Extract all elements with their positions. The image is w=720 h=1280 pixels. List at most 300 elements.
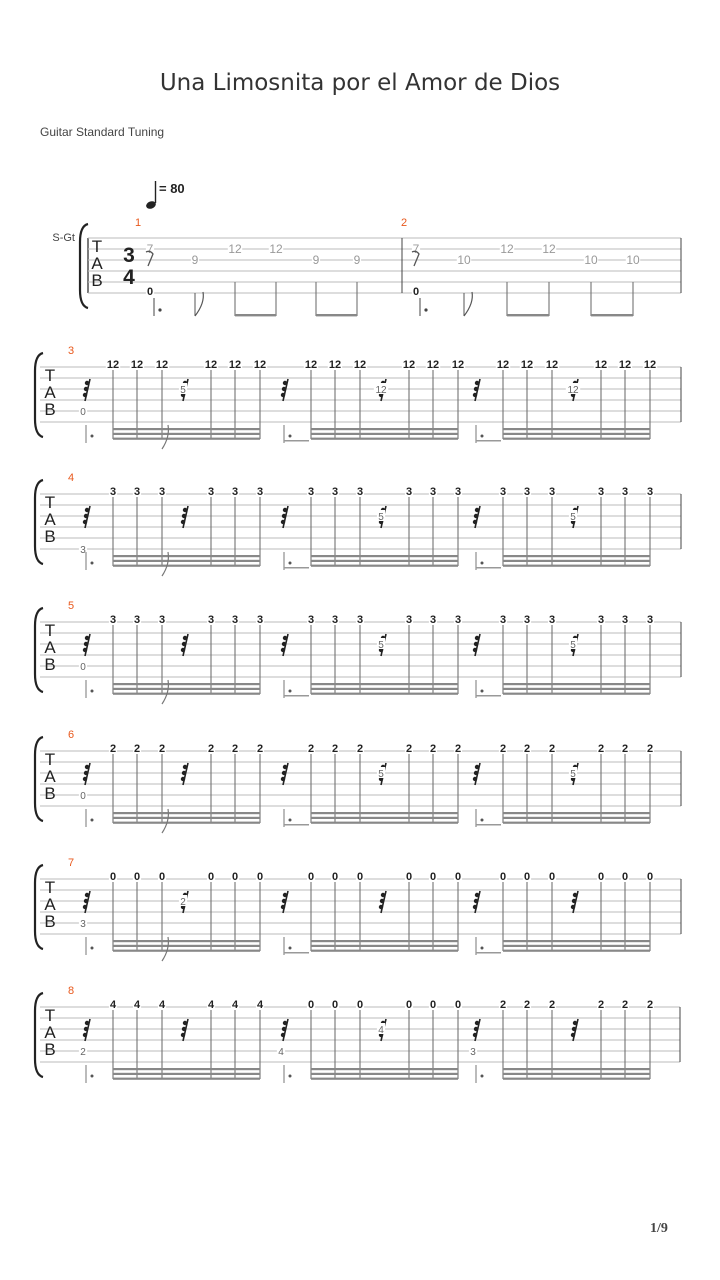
- measure-3-beat-1-beam-1: [113, 428, 260, 430]
- measure-3-beat-2-bass-beam: [284, 440, 309, 442]
- measure-8-beat-2-top-fret-3: 0: [356, 999, 364, 1011]
- measure-3-beat-1-top-fret-6: 12: [253, 359, 267, 371]
- measure-7-beat-1-rest-a-dot-1: [85, 893, 89, 897]
- measure-3-beat-2-top-fret-4: 12: [402, 359, 416, 371]
- measure-6-beat-2-beam-2: [311, 817, 458, 819]
- measure-8-beat-1-rest-a-dot-3: [83, 1033, 87, 1037]
- measure-3-beat-2-rest-a-dot-2: [282, 387, 286, 391]
- measure-3-tab-letter-B: B: [44, 400, 56, 419]
- measure-2-beam-0: [507, 314, 549, 316]
- measure-3-beat-1-top-fret-5: 12: [228, 359, 242, 371]
- measure-6-beat-1-top-fret-4: 2: [207, 743, 215, 755]
- measure-2-dot: [424, 308, 427, 311]
- measure-8-beat-3-top-fret-6: 2: [646, 999, 654, 1011]
- measure-number-6: 6: [67, 729, 75, 741]
- measure-3-beat-2-top-fret-2: 12: [328, 359, 342, 371]
- measure-6-beat-2-rest-a-dot-1: [283, 765, 287, 769]
- measure-3-beat-1-rest-a-dot-3: [83, 393, 87, 397]
- measure-3-beat-3-top-fret-6: 12: [643, 359, 657, 371]
- measure-7-beat-1-bass-fret: 3: [80, 919, 86, 930]
- measure-5-beat-3-beam-3: [503, 693, 650, 695]
- measure-4-beat-2-top-fret-2: 3: [331, 486, 339, 498]
- measure-5-beat-3-top-fret-2: 3: [523, 614, 531, 626]
- measure-7-beat-3-top-fret-2: 0: [523, 871, 531, 883]
- measure-7-beat-2-rest-b-dot-2: [380, 899, 384, 903]
- measure-5-beat-3-rest-a-dot-3: [473, 648, 477, 652]
- measure-6-beat-2-bass-beam: [284, 824, 309, 826]
- measure-4-beat-3-top-fret-2: 3: [523, 486, 531, 498]
- measure-2-note-3: 12: [500, 242, 514, 256]
- measure-7-beat-1-top-fret-4: 0: [207, 871, 215, 883]
- measure-5-beat-1-beam-2: [113, 688, 260, 690]
- measure-3-beat-1-rest-a-dot-2: [84, 387, 88, 391]
- score-title: Una Limosnita por el Amor de Dios: [159, 70, 561, 96]
- measure-2-note-2: 10: [457, 253, 471, 267]
- measure-1-dot: [158, 308, 161, 311]
- measure-number-8: 8: [67, 985, 75, 997]
- measure-5-beat-2-bass-beam: [284, 695, 309, 697]
- measure-2-bass-fret: 0: [412, 286, 420, 298]
- measure-4-beat-1-rest-a-dot-1: [85, 508, 89, 512]
- measure-7-tab-letter-B: B: [44, 912, 56, 931]
- measure-6-beat-2-beam-3: [311, 822, 458, 824]
- measure-6-beat-3-beam-2: [503, 817, 650, 819]
- measure-8-beat-1-top-fret-6: 4: [256, 999, 264, 1011]
- measure-8-beat-1-rest-b-dot-1: [183, 1021, 187, 1025]
- tuning-label: Guitar Standard Tuning: [40, 125, 165, 139]
- measure-4-beat-2-top-fret-6: 3: [454, 486, 462, 498]
- measure-3-beat-3-beam-3: [503, 438, 650, 440]
- measure-8-beat-3-beam-2: [503, 1073, 650, 1075]
- measure-7-beat-3-top-fret-4: 0: [597, 871, 605, 883]
- measure-8-beat-2-bass-dot: [289, 1075, 292, 1078]
- measure-7-beat-3-beam-3: [503, 950, 650, 952]
- measure-7-beat-1-top-fret-6: 0: [256, 871, 264, 883]
- measure-5-beat-2-top-fret-1: 3: [307, 614, 315, 626]
- measure-6-beat-1-bass-fret: 0: [80, 791, 86, 802]
- measure-2-note-1: 7: [412, 242, 420, 256]
- measure-5-beat-1-top-fret-4: 3: [207, 614, 215, 626]
- measure-4-beat-1-top-fret-1: 3: [109, 486, 117, 498]
- measure-7-beat-3-bass-beam: [476, 952, 501, 954]
- measure-5-beat-3-top-fret-1: 3: [499, 614, 507, 626]
- measure-8-beat-3-rest-a-dot-1: [475, 1021, 479, 1025]
- measure-6-beat-2-top-fret-6: 2: [454, 743, 462, 755]
- system-brace-icon-7: [35, 993, 43, 1077]
- measure-3-tab-letter-A: A: [44, 383, 56, 402]
- measure-7-beat-1-bass-dot: [91, 947, 94, 950]
- measure-3-beat-2-top-fret-5: 12: [426, 359, 440, 371]
- measure-6-beat-3-inner-fret: 5: [570, 769, 576, 780]
- measure-3-beat-3-top-fret-3: 12: [545, 359, 559, 371]
- measure-1-note-6: 9: [353, 253, 361, 267]
- measure-6-beat-2-rest-a-dot-3: [281, 777, 285, 781]
- measure-3-beat-1-beam-2: [113, 433, 260, 435]
- tempo-marking: = 80: [159, 181, 185, 196]
- measure-3-beat-1-top-fret-1: 12: [106, 359, 120, 371]
- measure-4-tab-letter-B: B: [44, 527, 56, 546]
- measure-3-beat-1-beam-3: [113, 438, 260, 440]
- measure-6-beat-2-inner-fret: 5: [378, 769, 384, 780]
- measure-5-beat-1-beam-1: [113, 683, 260, 685]
- measure-8-beat-3-bass-fret: 3: [470, 1047, 476, 1058]
- measure-8-beat-1-rest-a-dot-2: [84, 1027, 88, 1031]
- measure-8-beat-3-top-fret-1: 2: [499, 999, 507, 1011]
- measure-4-beat-2-rest-a-dot-1: [283, 508, 287, 512]
- measure-7-tab-letter-T: T: [44, 878, 56, 897]
- measure-1-note-3: 12: [228, 242, 242, 256]
- measure-5-beat-2-rest-a-dot-2: [282, 642, 286, 646]
- measure-6-beat-1-rest-a-dot-3: [83, 777, 87, 781]
- measure-4-tab-letter-T: T: [44, 493, 56, 512]
- measure-3-beat-3-top-fret-1: 12: [496, 359, 510, 371]
- measure-5-tab-letter-B: B: [44, 655, 56, 674]
- measure-3-beat-2-top-fret-3: 12: [353, 359, 367, 371]
- measure-2-note-5: 10: [584, 253, 598, 267]
- measure-4-beat-2-bass-beam: [284, 567, 309, 569]
- measure-8-beat-3-bass-dot: [481, 1075, 484, 1078]
- track-label: S-Gt: [52, 232, 75, 244]
- measure-5-beat-3-inner-fret: 5: [570, 640, 576, 651]
- measure-7-beat-2-top-fret-6: 0: [454, 871, 462, 883]
- system-1-tab-letter-B: B: [91, 271, 103, 290]
- measure-7-beat-1-top-fret-5: 0: [231, 871, 239, 883]
- measure-7-beat-3-rest-b-dot-3: [571, 905, 575, 909]
- measure-5-beat-1-bass-dot: [91, 690, 94, 693]
- measure-7-beat-3-top-fret-5: 0: [621, 871, 629, 883]
- measure-5-beat-2-beam-3: [311, 693, 458, 695]
- measure-7-beat-3-top-fret-3: 0: [548, 871, 556, 883]
- measure-8-beat-2-rest-a-dot-3: [281, 1033, 285, 1037]
- measure-7-beat-3-beam-1: [503, 940, 650, 942]
- measure-5-beat-2-beam-2: [311, 688, 458, 690]
- measure-4-beat-1-bass-fret: 3: [80, 545, 86, 556]
- measure-5-beat-1-rest-b-dot-2: [182, 642, 186, 646]
- measure-7-beat-1-beam-2: [113, 945, 260, 947]
- measure-3-beat-2-bass-dot: [289, 435, 292, 438]
- measure-5-beat-3-top-fret-4: 3: [597, 614, 605, 626]
- measure-4-beat-1-top-fret-3: 3: [158, 486, 166, 498]
- measure-3-beat-2-beam-3: [311, 438, 458, 440]
- measure-8-beat-1-top-fret-5: 4: [231, 999, 239, 1011]
- measure-6-beat-2-top-fret-2: 2: [331, 743, 339, 755]
- measure-6-beat-3-beam-3: [503, 822, 650, 824]
- measure-4-beat-2-rest-a-dot-2: [282, 514, 286, 518]
- measure-3-beat-2-top-fret-1: 12: [304, 359, 318, 371]
- system-brace-icon-4: [35, 608, 43, 692]
- measure-6-beat-3-top-fret-5: 2: [621, 743, 629, 755]
- measure-6-beat-1-top-fret-5: 2: [231, 743, 239, 755]
- measure-5-beat-1-rest-b-dot-1: [183, 636, 187, 640]
- measure-number-1: 1: [134, 217, 142, 229]
- measure-8-beat-2-top-fret-5: 0: [429, 999, 437, 1011]
- system-brace-icon-3: [35, 480, 43, 564]
- measure-4-beat-2-top-fret-3: 3: [356, 486, 364, 498]
- measure-4-beat-3-top-fret-5: 3: [621, 486, 629, 498]
- measure-1-flag: [195, 292, 203, 316]
- measure-6-beat-2-top-fret-4: 2: [405, 743, 413, 755]
- measure-4-beat-3-top-fret-3: 3: [548, 486, 556, 498]
- measure-7-beat-1-top-fret-3: 0: [158, 871, 166, 883]
- measure-5-beat-2-bass-dot: [289, 690, 292, 693]
- measure-8-beat-2-beam-3: [311, 1078, 458, 1080]
- measure-5-beat-1-rest-a-dot-3: [83, 648, 87, 652]
- measure-6-beat-3-rest-a-dot-2: [474, 771, 478, 775]
- measure-5-beat-3-bass-dot: [481, 690, 484, 693]
- measure-7-beat-1-rest-a-dot-3: [83, 905, 87, 909]
- measure-7-beat-2-rest-a-dot-1: [283, 893, 287, 897]
- measure-6-beat-1-beam-2: [113, 817, 260, 819]
- measure-8-beat-3-rest-b-dot-3: [571, 1033, 575, 1037]
- measure-4-beat-2-top-fret-4: 3: [405, 486, 413, 498]
- measure-8-beat-2-beam-2: [311, 1073, 458, 1075]
- measure-5-beat-2-top-fret-2: 3: [331, 614, 339, 626]
- measure-2-note-4: 12: [542, 242, 556, 256]
- measure-5-beat-2-top-fret-3: 3: [356, 614, 364, 626]
- measure-6-beat-3-top-fret-6: 2: [646, 743, 654, 755]
- measure-4-beat-1-beam-3: [113, 565, 260, 567]
- measure-7-beat-3-rest-a-dot-3: [473, 905, 477, 909]
- measure-7-beat-2-top-fret-1: 0: [307, 871, 315, 883]
- measure-7-beat-3-top-fret-6: 0: [646, 871, 654, 883]
- measure-6-beat-1-top-fret-2: 2: [133, 743, 141, 755]
- measure-3-beat-2-top-fret-6: 12: [451, 359, 465, 371]
- measure-7-beat-1-beam-3: [113, 950, 260, 952]
- measure-2-beam-1: [591, 314, 633, 316]
- measure-6-beat-3-bass-dot: [481, 819, 484, 822]
- measure-5-beat-1-rest-b-dot-3: [181, 648, 185, 652]
- measure-6-tab-letter-A: A: [44, 767, 56, 786]
- measure-4-beat-1-rest-b-dot-3: [181, 520, 185, 524]
- measure-3-beat-2-beam-1: [311, 428, 458, 430]
- measure-8-tab-letter-T: T: [44, 1006, 56, 1025]
- measure-7-beat-2-bass-dot: [289, 947, 292, 950]
- measure-7-beat-2-beam-3: [311, 950, 458, 952]
- measure-6-beat-3-bass-beam: [476, 824, 501, 826]
- time-signature-bottom: 4: [123, 266, 135, 289]
- measure-3-beat-3-top-fret-2: 12: [520, 359, 534, 371]
- measure-number-3: 3: [67, 345, 75, 357]
- page-number: 1/9: [650, 1221, 668, 1236]
- measure-7-beat-1-inner-fret: 2: [180, 897, 186, 908]
- measure-6-beat-2-top-fret-5: 2: [429, 743, 437, 755]
- measure-6-beat-3-top-fret-4: 2: [597, 743, 605, 755]
- measure-8-beat-1-bass-dot: [91, 1075, 94, 1078]
- measure-5-tab-letter-A: A: [44, 638, 56, 657]
- measure-8-beat-2-rest-a-dot-1: [283, 1021, 287, 1025]
- measure-7-beat-2-rest-a-dot-3: [281, 905, 285, 909]
- measure-8-tab-letter-A: A: [44, 1023, 56, 1042]
- measure-8-beat-3-top-fret-4: 2: [597, 999, 605, 1011]
- measure-6-beat-1-rest-b-dot-2: [182, 771, 186, 775]
- measure-8-beat-3-top-fret-3: 2: [548, 999, 556, 1011]
- measure-5-beat-2-inner-fret: 5: [378, 640, 384, 651]
- measure-number-4: 4: [67, 472, 75, 484]
- measure-8-beat-2-bass-fret: 4: [278, 1047, 284, 1058]
- measure-5-beat-2-rest-a-dot-3: [281, 648, 285, 652]
- measure-8-beat-1-rest-a-dot-1: [85, 1021, 89, 1025]
- measure-7-beat-1-rest-a-dot-2: [84, 899, 88, 903]
- measure-3-beat-1-inner-fret: 5: [180, 385, 186, 396]
- measure-3-beat-2-beam-2: [311, 433, 458, 435]
- measure-5-beat-3-beam-1: [503, 683, 650, 685]
- measure-6-beat-1-top-fret-6: 2: [256, 743, 264, 755]
- measure-7-beat-2-beam-2: [311, 945, 458, 947]
- measure-4-beat-2-rest-a-dot-3: [281, 520, 285, 524]
- measure-8-tab-letter-B: B: [44, 1040, 56, 1059]
- measure-number-5: 5: [67, 600, 75, 612]
- system-1-tab-letter-T: T: [91, 237, 103, 256]
- measure-5-tab-letter-T: T: [44, 621, 56, 640]
- measure-1-bass-fret: 0: [146, 286, 154, 298]
- measure-6-beat-3-rest-a-dot-3: [473, 777, 477, 781]
- measure-1-note-5: 9: [312, 253, 320, 267]
- measure-8-beat-3-rest-a-dot-2: [474, 1027, 478, 1031]
- measure-3-beat-1-bass-fret: 0: [80, 407, 86, 418]
- measure-6-beat-2-beam-1: [311, 812, 458, 814]
- measure-7-beat-3-rest-a-dot-2: [474, 899, 478, 903]
- measure-8-beat-1-bass-fret: 2: [80, 1047, 86, 1058]
- measure-6-beat-1-rest-b-dot-1: [183, 765, 187, 769]
- measure-3-beat-1-top-fret-3: 12: [155, 359, 169, 371]
- measure-1-note-4: 12: [269, 242, 283, 256]
- measure-4-beat-1-top-fret-4: 3: [207, 486, 215, 498]
- measure-4-beat-1-rest-b-dot-1: [183, 508, 187, 512]
- system-brace-icon-1: [80, 224, 88, 308]
- measure-4-beat-2-beam-3: [311, 565, 458, 567]
- measure-4-beat-1-top-fret-5: 3: [231, 486, 239, 498]
- measure-8-beat-1-beam-2: [113, 1073, 260, 1075]
- measure-7-beat-1-top-fret-2: 0: [133, 871, 141, 883]
- measure-7-beat-3-top-fret-1: 0: [499, 871, 507, 883]
- measure-6-beat-1-rest-a-dot-1: [85, 765, 89, 769]
- measure-number-7: 7: [67, 857, 75, 869]
- measure-8-beat-3-top-fret-2: 2: [523, 999, 531, 1011]
- measure-8-beat-2-top-fret-1: 0: [307, 999, 315, 1011]
- measure-6-beat-1-beam-3: [113, 822, 260, 824]
- measure-4-beat-3-inner-fret: 5: [570, 512, 576, 523]
- measure-8-beat-3-rest-b-dot-2: [572, 1027, 576, 1031]
- measure-5-beat-1-top-fret-5: 3: [231, 614, 239, 626]
- measure-3-beat-2-rest-a-dot-3: [281, 393, 285, 397]
- measure-5-beat-3-top-fret-6: 3: [646, 614, 654, 626]
- measure-8-beat-2-top-fret-4: 0: [405, 999, 413, 1011]
- measure-3-beat-1-bass-dot: [91, 435, 94, 438]
- measure-7-beat-2-top-fret-5: 0: [429, 871, 437, 883]
- measure-8-beat-3-beam-3: [503, 1078, 650, 1080]
- measure-7-beat-2-rest-b-dot-1: [381, 893, 385, 897]
- measure-6-beat-1-rest-b-dot-3: [181, 777, 185, 781]
- measure-5-beat-2-top-fret-6: 3: [454, 614, 462, 626]
- measure-5-beat-3-rest-a-dot-2: [474, 642, 478, 646]
- measure-5-beat-2-rest-a-dot-1: [283, 636, 287, 640]
- measure-4-beat-2-top-fret-1: 3: [307, 486, 315, 498]
- measure-8-beat-1-rest-b-dot-3: [181, 1033, 185, 1037]
- measure-4-beat-3-top-fret-4: 3: [597, 486, 605, 498]
- measure-7-beat-2-rest-a-dot-2: [282, 899, 286, 903]
- measure-3-beat-3-bass-dot: [481, 435, 484, 438]
- measure-5-beat-1-rest-a-dot-2: [84, 642, 88, 646]
- measure-3-tab-letter-T: T: [44, 366, 56, 385]
- system-brace-icon-6: [35, 865, 43, 949]
- measure-number-2: 2: [400, 217, 408, 229]
- measure-6-beat-1-beam-1: [113, 812, 260, 814]
- measure-7-beat-3-rest-b-dot-2: [572, 899, 576, 903]
- measure-5-beat-1-top-fret-2: 3: [133, 614, 141, 626]
- measure-4-beat-3-beam-3: [503, 565, 650, 567]
- measure-8-beat-1-rest-b-dot-2: [182, 1027, 186, 1031]
- measure-7-beat-3-rest-a-dot-1: [475, 893, 479, 897]
- measure-4-beat-3-beam-1: [503, 555, 650, 557]
- measure-4-beat-2-inner-fret: 5: [378, 512, 384, 523]
- measure-6-beat-3-top-fret-3: 2: [548, 743, 556, 755]
- measure-3-beat-1-top-fret-4: 12: [204, 359, 218, 371]
- measure-3-beat-2-rest-a-dot-1: [283, 381, 287, 385]
- measure-5-beat-3-top-fret-5: 3: [621, 614, 629, 626]
- measure-4-beat-1-beam-1: [113, 555, 260, 557]
- measure-4-beat-2-beam-1: [311, 555, 458, 557]
- measure-8-beat-3-rest-a-dot-3: [473, 1033, 477, 1037]
- measure-3-beat-1-rest-a-dot-1: [85, 381, 89, 385]
- measure-4-beat-3-top-fret-1: 3: [499, 486, 507, 498]
- measure-7-beat-1-beam-1: [113, 940, 260, 942]
- measure-3-beat-3-rest-a-dot-1: [475, 381, 479, 385]
- measure-6-tab-letter-T: T: [44, 750, 56, 769]
- measure-5-beat-1-beam-3: [113, 693, 260, 695]
- measure-1-beam-0: [235, 314, 276, 316]
- measure-2-flag: [464, 292, 472, 316]
- measure-3-beat-3-top-fret-5: 12: [618, 359, 632, 371]
- measure-8-beat-2-rest-a-dot-2: [282, 1027, 286, 1031]
- measure-8-beat-2-top-fret-6: 0: [454, 999, 462, 1011]
- measure-7-beat-2-top-fret-3: 0: [356, 871, 364, 883]
- measure-5-beat-1-top-fret-1: 3: [109, 614, 117, 626]
- measure-7-beat-3-rest-b-dot-1: [573, 893, 577, 897]
- measure-1-note-2: 9: [191, 253, 199, 267]
- measure-8-beat-1-top-fret-1: 4: [109, 999, 117, 1011]
- measure-4-tab-letter-A: A: [44, 510, 56, 529]
- measure-3-beat-3-rest-a-dot-3: [473, 393, 477, 397]
- measure-6-beat-2-top-fret-3: 2: [356, 743, 364, 755]
- measure-2-note-6: 10: [626, 253, 640, 267]
- measure-4-beat-3-rest-a-dot-1: [475, 508, 479, 512]
- measure-5-beat-1-top-fret-3: 3: [158, 614, 166, 626]
- measure-5-beat-2-top-fret-4: 3: [405, 614, 413, 626]
- measure-8-beat-3-top-fret-5: 2: [621, 999, 629, 1011]
- measure-3-beat-3-rest-a-dot-2: [474, 387, 478, 391]
- measure-6-beat-3-rest-a-dot-1: [475, 765, 479, 769]
- measure-7-tab-letter-A: A: [44, 895, 56, 914]
- measure-5-beat-1-top-fret-6: 3: [256, 614, 264, 626]
- measure-6-beat-2-bass-dot: [289, 819, 292, 822]
- measure-6-beat-3-beam-1: [503, 812, 650, 814]
- measure-3-beat-3-bass-beam: [476, 440, 501, 442]
- measure-3-beat-3-beam-1: [503, 428, 650, 430]
- measure-5-beat-3-top-fret-3: 3: [548, 614, 556, 626]
- measure-3-beat-3-inner-fret: 12: [567, 385, 579, 396]
- measure-5-beat-2-top-fret-5: 3: [429, 614, 437, 626]
- measure-7-beat-3-bass-dot: [481, 947, 484, 950]
- measure-6-tab-letter-B: B: [44, 784, 56, 803]
- measure-3-beat-1-top-fret-2: 12: [130, 359, 144, 371]
- measure-4-beat-2-bass-dot: [289, 562, 292, 565]
- measure-4-beat-1-top-fret-6: 3: [256, 486, 264, 498]
- measure-4-beat-1-top-fret-2: 3: [133, 486, 141, 498]
- measure-8-beat-1-top-fret-2: 4: [133, 999, 141, 1011]
- measure-6-beat-1-top-fret-1: 2: [109, 743, 117, 755]
- measure-7-beat-2-beam-1: [311, 940, 458, 942]
- measure-4-beat-3-beam-2: [503, 560, 650, 562]
